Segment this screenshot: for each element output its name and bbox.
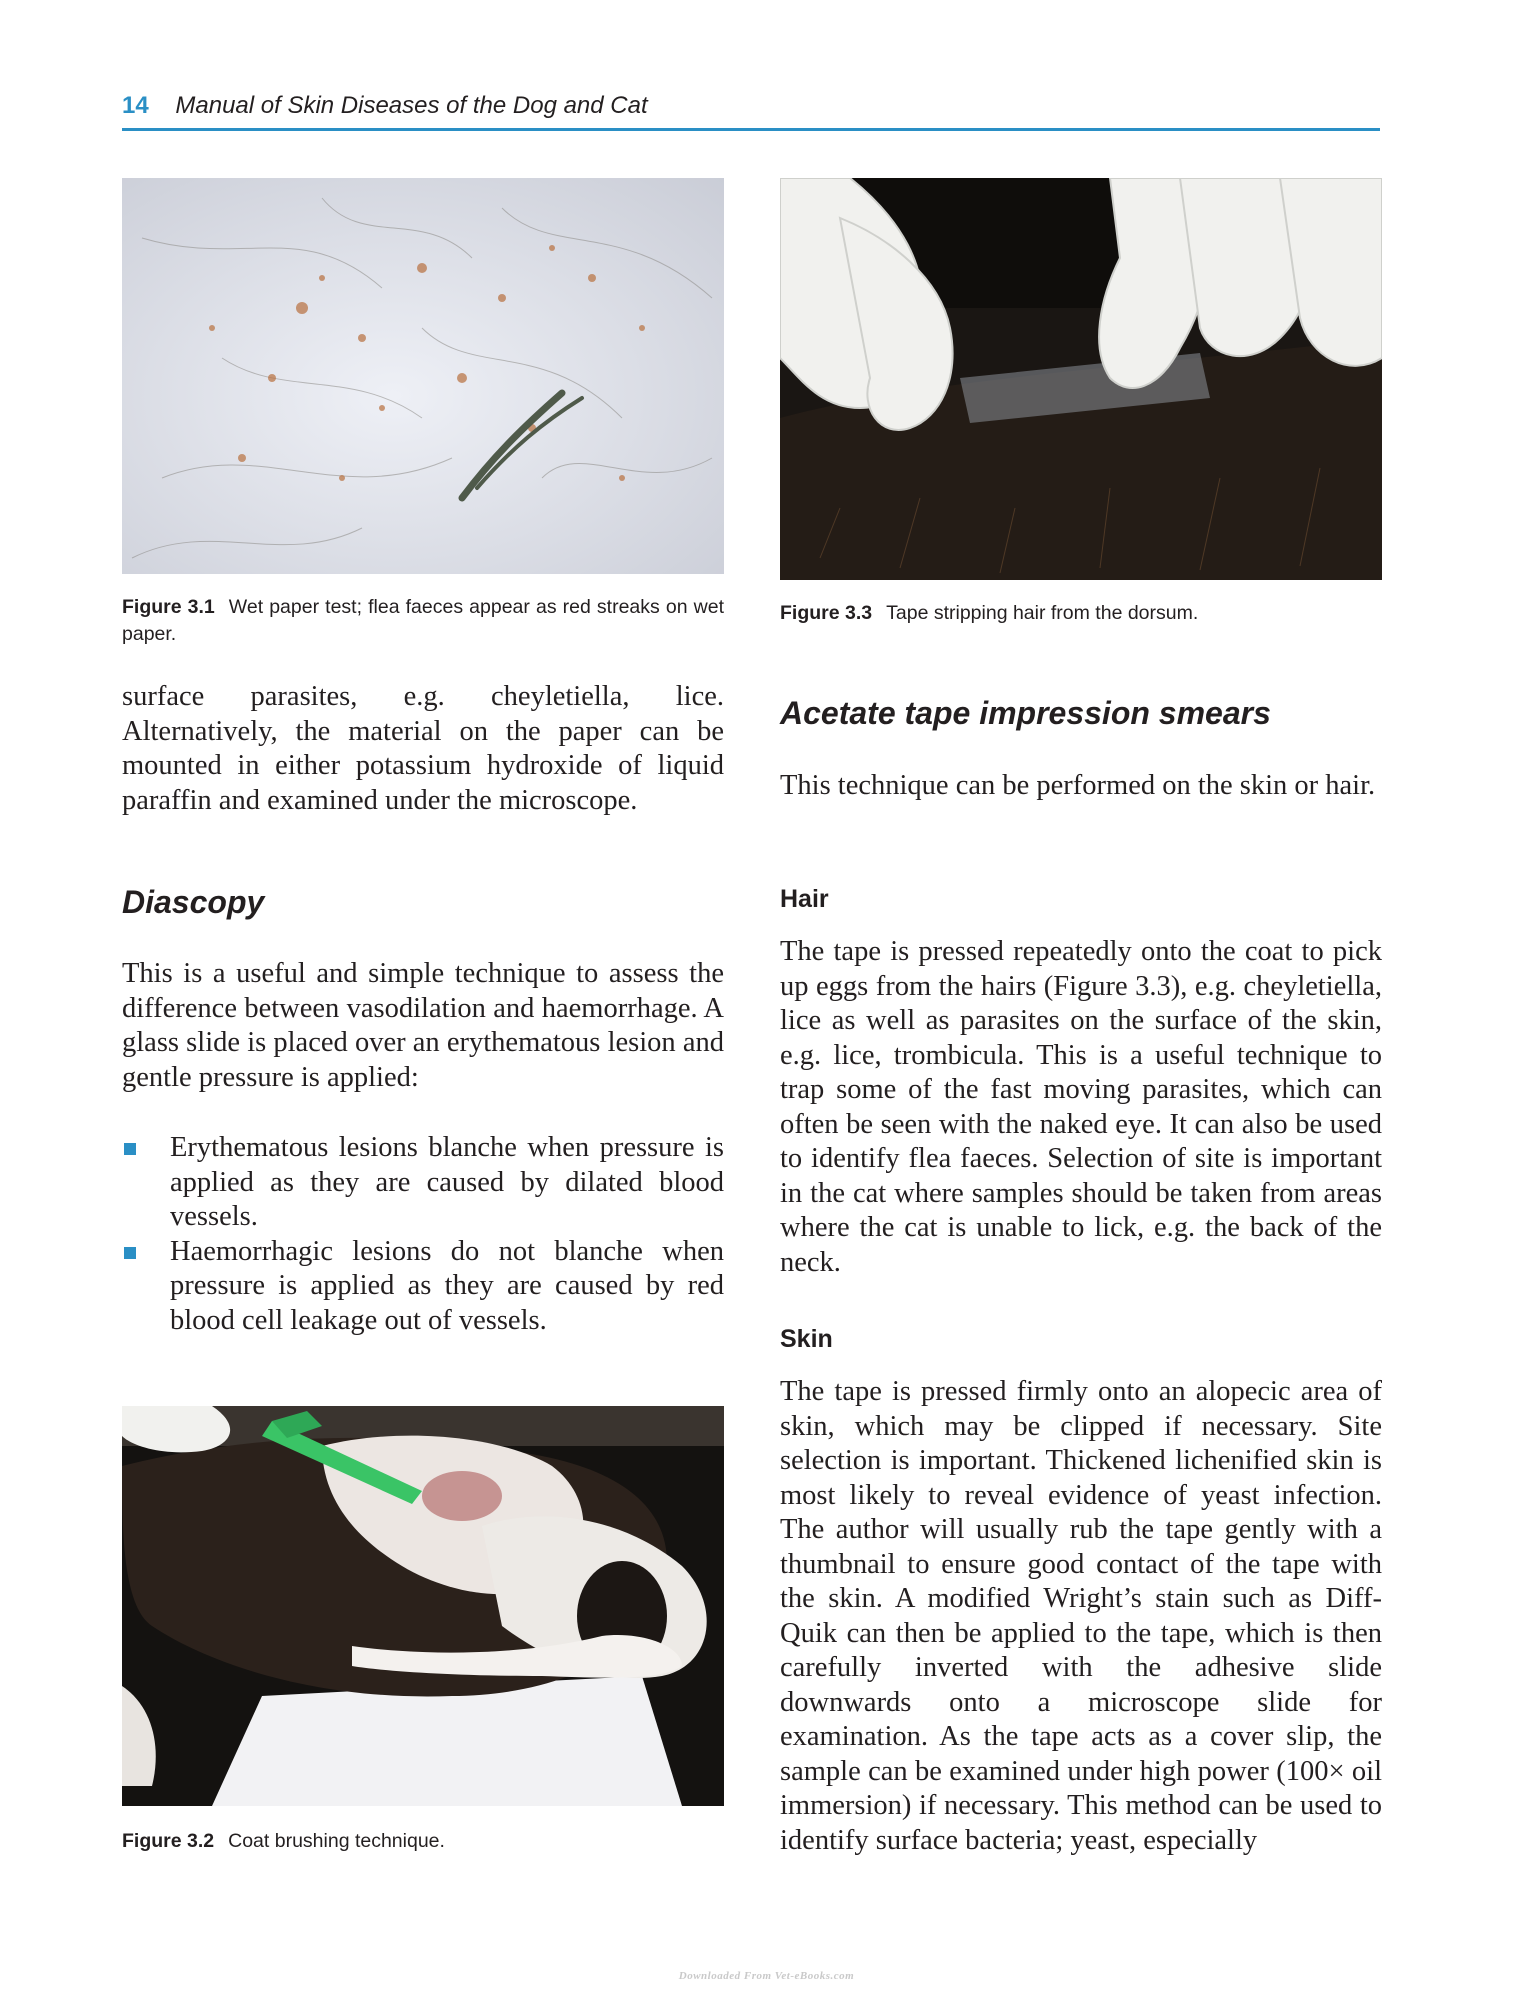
skin-heading: Skin — [780, 1325, 833, 1353]
page-number: 14 — [122, 92, 149, 119]
figure-3-3-caption — [780, 600, 1382, 627]
list-item — [122, 1131, 724, 1235]
figure-3-1-image — [122, 178, 724, 574]
figure-label: Figure 3.2 — [122, 1830, 215, 1852]
figure-3-2-caption — [122, 1828, 724, 1855]
continued-paragraph: surface parasites, e.g. cheyletiella, lice. Alternatively, the material on the paper can be mounted in either potassium hydroxide of liquid paraffin and examined under the microscope. — [122, 681, 724, 816]
diascopy-paragraph: This is a useful and simple technique to assess the difference between vasodilation and haemorrhage. A glass slide is placed over an erythematous lesion and gentle pressure is applied: — [122, 958, 724, 1093]
diascopy-heading: Diascopy — [122, 884, 265, 920]
list-item-text: Erythematous lesions blanche when pressure is applied as they are caused by dilated blood vessels. — [170, 1132, 724, 1232]
hair-paragraph: The tape is pressed repeatedly onto the coat to pick up eggs from the hairs (Figure 3.3), e.g. cheyletiella, lice as well as parasites on the surface of the skin, e.g. lice, trombicula. This is a useful technique to trap some of the fast moving parasites, which can often be seen with the naked eye. It can also be used to identify flea faeces. Selection of site is important in the cat where samples should be taken from areas where the cat is unable to lick, e.g. the back of the neck. — [780, 936, 1382, 1278]
download-watermark: Downloaded From Vet-eBooks.com — [678, 1970, 855, 1982]
acetate-heading: Acetate tape impression smears — [780, 695, 1271, 731]
figure-3-3-image — [780, 178, 1382, 580]
caption-text: Tape stripping hair from the dorsum. — [886, 602, 1199, 624]
figure-label: Figure 3.3 — [780, 602, 873, 624]
caption-text: Wet paper test; flea faeces appear as red streaks on wet paper. — [122, 596, 724, 645]
list-item-text: Haemorrhagic lesions do not blanche when pressure is applied as they are caused by red blood cell leakage out of vessels. — [170, 1235, 724, 1336]
skin-paragraph: The tape is pressed firmly onto an alopecic area of skin, which may be clipped if necessary. Site selection is important. Thickened lichenified skin is most likely to reveal evidence of yeast infection. The author will usually rub the tape gently with a thumbnail to ensure good contact of the tape with the skin. A modified Wright’s stain such as Diff-Quik can then be applied to the tape, which is then carefully inverted with the adhesive slide downwards onto a microscope slide for examination. As the tape acts as a cover slip, the sample can be examined under high power (100× oil immersion) if necessary. This method can be used to identify surface bacteria; yeast, especially — [780, 1376, 1382, 1856]
diascopy-bullet-list — [122, 1131, 724, 1338]
figure-3-2-image — [122, 1406, 724, 1806]
running-title: Manual of Skin Diseases of the Dog and Cat — [175, 92, 648, 119]
figure-label: Figure 3.1 — [122, 596, 215, 618]
acetate-intro: This technique can be performed on the skin or hair. — [780, 770, 1376, 801]
hair-heading: Hair — [780, 885, 829, 913]
caption-text: Coat brushing technique. — [228, 1830, 445, 1852]
figure-3-1-caption — [122, 594, 724, 648]
running-header — [122, 92, 1380, 131]
list-item — [122, 1235, 724, 1339]
bullet-square-icon — [124, 1247, 136, 1259]
bullet-square-icon — [124, 1143, 136, 1155]
